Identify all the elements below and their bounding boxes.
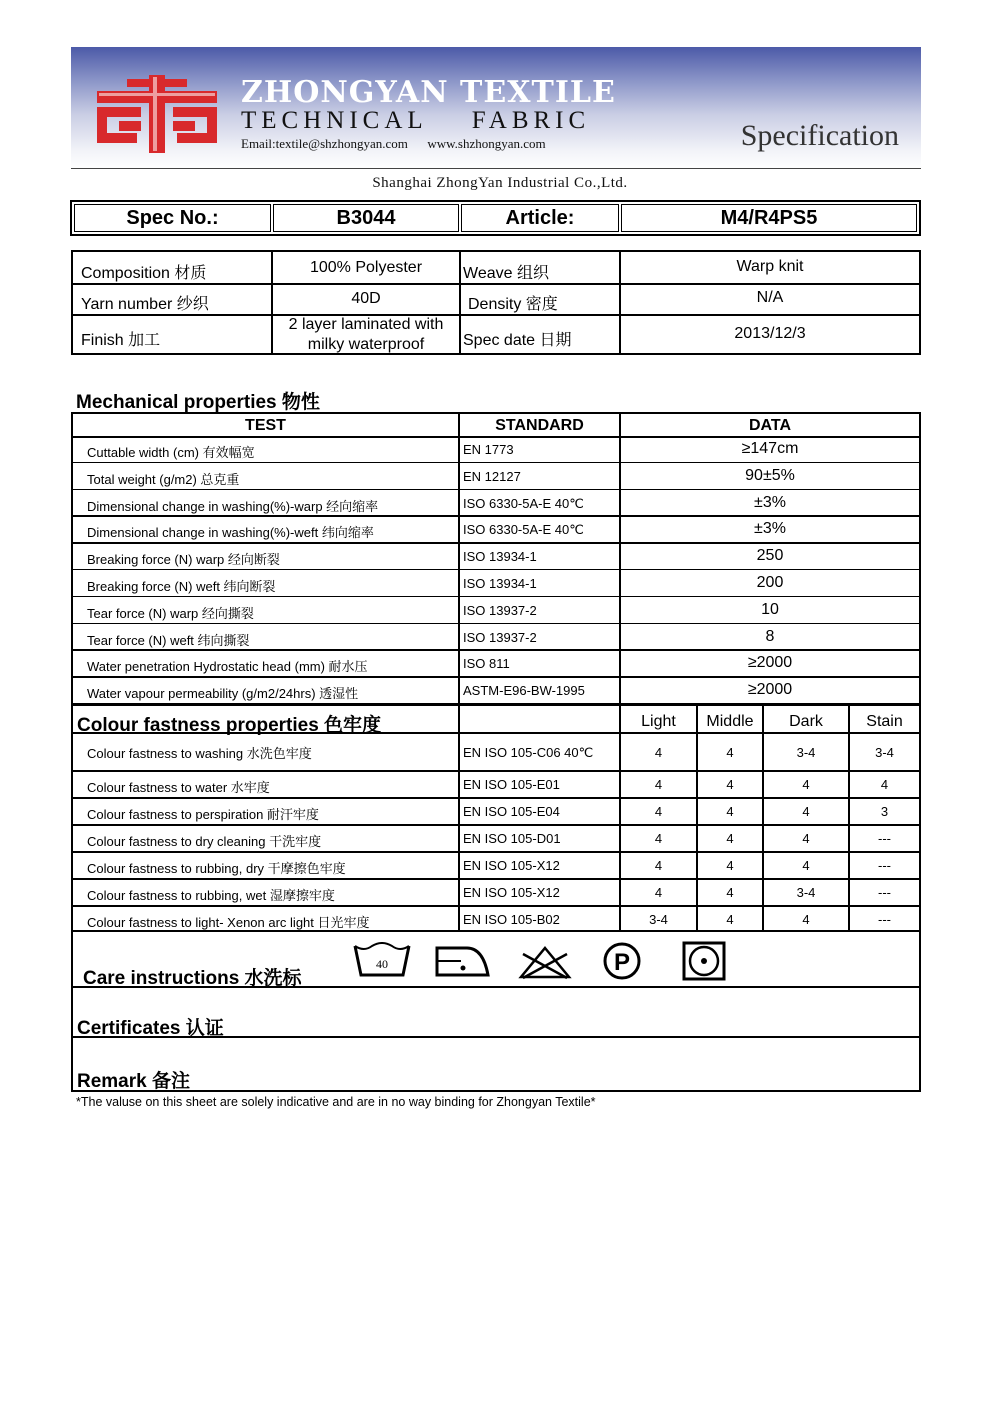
data-value: ≥2000 xyxy=(747,654,793,672)
test-name: Water penetration Hydrostatic head (mm) 耐水压 xyxy=(87,659,368,675)
data-value: 200 xyxy=(756,574,784,591)
light-value: 4 xyxy=(654,885,663,900)
middle-value: 4 xyxy=(726,831,734,846)
table-row xyxy=(73,436,919,463)
test-name: Breaking force (N) warp 经向断裂 xyxy=(87,552,280,568)
document-title: Specification xyxy=(740,119,899,152)
brand-subtitle: TECHNICAL FABRIC xyxy=(241,107,591,134)
data-value: 250 xyxy=(756,547,784,565)
col-header-dark: Dark xyxy=(789,713,823,730)
table-row xyxy=(73,516,919,543)
stain-value: 3 xyxy=(880,804,889,819)
dark-value: 4 xyxy=(802,777,810,792)
table-row xyxy=(73,650,919,677)
data-value: 8 xyxy=(765,627,775,645)
dry-clean-p-icon xyxy=(601,941,643,981)
prop-value: Warp knit xyxy=(736,258,804,275)
prop-value: N/A xyxy=(756,289,784,306)
test-name: Colour fastness to rubbing, dry 干摩擦色牢度 xyxy=(87,861,346,876)
test-name: Tear force (N) weft 纬向撕裂 xyxy=(87,632,250,648)
prop-value: 2013/12/3 xyxy=(734,325,806,342)
table-row xyxy=(73,879,919,906)
prop-label: Finish 加工 xyxy=(81,332,161,349)
light-value: 4 xyxy=(654,858,663,873)
standard: ISO 13934-1 xyxy=(463,549,537,565)
dark-value: 3-4 xyxy=(796,885,816,900)
company-logo xyxy=(97,75,217,153)
svg-text:40: 40 xyxy=(376,957,388,971)
brand-name: ZHONGYAN TEXTILE xyxy=(241,75,616,110)
standard: EN ISO 105-E01 xyxy=(463,777,560,792)
spec-box xyxy=(70,200,921,236)
prop-label: Spec date 日期 xyxy=(463,332,572,349)
stain-value: --- xyxy=(878,885,891,900)
table-row xyxy=(73,798,919,825)
data-value: ±3% xyxy=(754,493,786,511)
standard: EN ISO 105-X12 xyxy=(463,885,560,900)
prop-label: Density 密度 xyxy=(468,296,558,313)
prop-value: 40D xyxy=(351,290,381,307)
brand-contact xyxy=(241,136,546,152)
test-name: Colour fastness to dry cleaning 干洗牢度 xyxy=(87,834,322,849)
light-value: 4 xyxy=(654,777,663,792)
company-name: Shanghai ZhongYan Industrial Co.,Ltd. xyxy=(372,175,628,191)
properties-table xyxy=(71,250,921,355)
stain-value: --- xyxy=(878,831,891,846)
table-row xyxy=(73,570,919,597)
dark-value: 4 xyxy=(802,912,810,927)
certificates-title: Certificates 认证 xyxy=(77,1018,224,1039)
test-name: Colour fastness to light- Xenon arc light 日光牢度 xyxy=(87,915,370,930)
standard: ISO 13937-2 xyxy=(463,629,537,645)
standard: EN ISO 105-D01 xyxy=(463,831,561,846)
dark-value: 4 xyxy=(802,831,810,846)
test-name: Water vapour permeability (g/m2/24hrs) 透湿性 xyxy=(87,686,359,702)
standard: ISO 13937-2 xyxy=(463,602,537,618)
middle-value: 4 xyxy=(726,912,734,927)
standard: EN ISO 105-X12 xyxy=(463,858,560,873)
test-name: Colour fastness to water 水牢度 xyxy=(87,780,270,795)
dark-value: 3-4 xyxy=(796,745,816,760)
table-row xyxy=(73,825,919,852)
website-link[interactable]: www.shzhongyan.com xyxy=(427,136,546,151)
data-value: ≥2000 xyxy=(747,681,793,699)
light-value: 4 xyxy=(654,745,663,760)
light-value: 4 xyxy=(654,804,663,819)
prop-value: 100% Polyester xyxy=(309,259,423,276)
test-name: Colour fastness to perspiration 耐汗牢度 xyxy=(87,807,319,822)
col-header-stain: Stain xyxy=(866,713,903,730)
middle-value: 4 xyxy=(726,777,734,792)
col-header-test: TEST xyxy=(245,417,286,434)
iron-low-icon xyxy=(433,944,491,978)
svg-text:P: P xyxy=(613,949,631,976)
colour-title: Colour fastness properties 色牢度 xyxy=(77,715,382,736)
middle-value: 4 xyxy=(726,858,734,873)
table-row xyxy=(73,852,919,879)
test-name: Total weight (g/m2) 总克重 xyxy=(87,471,240,487)
dark-value: 4 xyxy=(802,804,810,819)
prop-label: Weave 组织 xyxy=(463,265,549,282)
prop-label: Composition 材质 xyxy=(81,265,207,282)
table-row xyxy=(73,463,919,490)
table-row xyxy=(73,771,919,798)
light-value: 4 xyxy=(654,831,663,846)
header-banner xyxy=(71,47,921,169)
test-name: Colour fastness to washing 水洗色牢度 xyxy=(87,746,312,761)
standard: EN 12127 xyxy=(463,468,521,484)
test-name: Dimensional change in washing(%)-warp 经向缩率 xyxy=(87,498,379,514)
standard: ISO 811 xyxy=(463,656,510,672)
table-row xyxy=(73,677,919,704)
care-title: Care instructions 水洗标 xyxy=(83,968,302,989)
wash-40-icon xyxy=(352,942,412,978)
test-name: Dimensional change in washing(%)-weft 纬向缩率 xyxy=(87,525,374,541)
prop-value: 2 layer laminated with milky waterproof xyxy=(288,316,444,353)
footnote: *The valuse on this sheet are solely indicative and are in no way binding for Zhongyan Textile* xyxy=(76,1095,596,1109)
table-row xyxy=(73,490,919,517)
light-value: 3-4 xyxy=(649,912,668,927)
article-value: M4/R4PS5 xyxy=(621,204,917,232)
stain-value: --- xyxy=(878,858,891,873)
mechanical-table xyxy=(71,412,921,1092)
prop-label: Yarn number 纱织 xyxy=(81,296,209,313)
data-value: 90±5% xyxy=(745,466,795,484)
test-name: Tear force (N) warp 经向撕裂 xyxy=(87,605,254,621)
standard: EN ISO 105-B02 xyxy=(463,912,560,927)
test-name: Colour fastness to rubbing, wet 湿摩擦牢度 xyxy=(87,888,335,903)
table-row xyxy=(73,624,919,651)
standard: ISO 13934-1 xyxy=(463,576,537,591)
col-header-data: DATA xyxy=(748,417,792,434)
standard: EN ISO 105-C06 40℃ xyxy=(463,745,594,760)
dark-value: 4 xyxy=(802,858,810,873)
data-value: ≥147cm xyxy=(741,440,799,457)
col-header-light: Light xyxy=(641,713,676,730)
table-row xyxy=(73,543,919,570)
article-label: Article: xyxy=(461,204,619,232)
header-divider xyxy=(71,168,921,169)
standard: ISO 6330-5A-E 40℃ xyxy=(463,495,584,511)
table-row xyxy=(73,906,919,933)
standard: EN ISO 105-E04 xyxy=(463,804,560,819)
email-link[interactable]: Email:textile@shzhongyan.com xyxy=(241,136,408,151)
data-value: 10 xyxy=(761,600,779,618)
col-header-standard: STANDARD xyxy=(495,417,584,434)
spec-no-label: Spec No.: xyxy=(74,204,271,232)
standard: ASTM-E96-BW-1995 xyxy=(463,683,585,699)
stain-value: --- xyxy=(878,912,891,927)
no-bleach-icon xyxy=(517,944,573,980)
col-header-middle: Middle xyxy=(706,713,754,730)
tumble-dry-icon xyxy=(682,941,726,981)
middle-value: 4 xyxy=(726,745,734,760)
middle-value: 4 xyxy=(726,804,734,819)
table-row xyxy=(73,597,919,624)
middle-value: 4 xyxy=(726,885,734,900)
standard: EN 1773 xyxy=(463,442,514,457)
standard: ISO 6330-5A-E 40℃ xyxy=(463,522,584,538)
stain-value: 4 xyxy=(880,777,889,792)
remark-title: Remark 备注 xyxy=(77,1071,190,1092)
mechanical-title: Mechanical properties 物性 xyxy=(76,392,320,413)
spec-no-value: B3044 xyxy=(273,204,459,232)
stain-value: 3-4 xyxy=(875,745,894,760)
test-name: Cuttable width (cm) 有效幅宽 xyxy=(87,445,255,460)
test-name: Breaking force (N) weft 纬向断裂 xyxy=(87,579,276,594)
data-value: ±3% xyxy=(754,520,786,538)
table-row xyxy=(73,733,919,771)
